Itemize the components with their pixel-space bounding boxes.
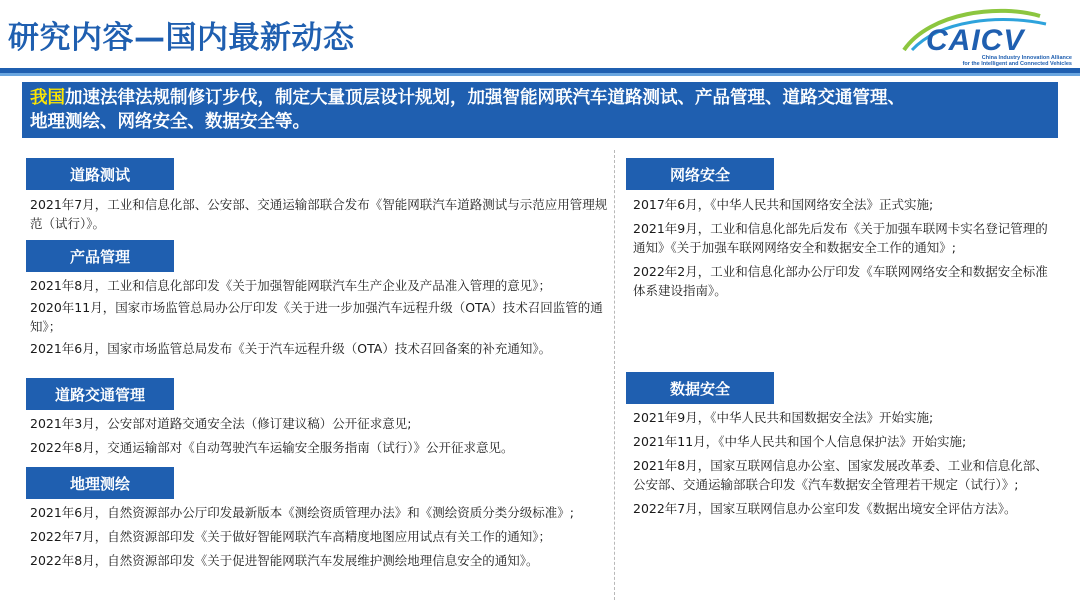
section-header-product-mgmt: 产品管理 <box>26 240 174 272</box>
list-item: 2021年7月，工业和信息化部、公安部、交通运输部联合发布《智能网联汽车道路测试与示范应用管理规范（试行）》。 <box>30 197 608 231</box>
list-item: 2021年6月，自然资源部办公厅印发最新版本《测绘资质管理办法》和《测绘资质分类分级标准》; <box>30 505 574 520</box>
caicv-logo-graphic <box>890 6 1080 56</box>
banner-line-2: 地理测绘、网络安全、数据安全等。 <box>30 112 310 132</box>
header-rule-accent <box>0 73 1080 76</box>
logo-text: CAICV <box>926 24 1025 56</box>
list-item: 2022年2月，工业和信息化部办公厅印发《车联网网络安全和数据安全标准体系建设指南》。 <box>633 264 1048 298</box>
section-header-data-security: 数据安全 <box>626 372 774 404</box>
list-item: 2021年6月，国家市场监管总局发布《关于汽车远程升级（OTA）技术召回备案的补充通知》。 <box>30 341 552 356</box>
banner-line-1 <box>30 86 1050 110</box>
list-item: 2021年9月，《中华人民共和国数据安全法》开始实施; <box>633 410 934 425</box>
list-item: 2021年3月，公安部对道路交通安全法（修订建议稿）公开征求意见; <box>30 416 412 431</box>
section-data-security-items <box>633 408 1058 518</box>
list-item: 2020年11月，国家市场监管总局办公厅印发《关于进一步加强汽车远程升级（OTA）技术召回监管的通知》； <box>30 300 603 334</box>
banner-highlight: 我国 <box>30 88 65 108</box>
list-item: 2017年6月，《中华人民共和国网络安全法》正式实施; <box>633 197 934 212</box>
list-item: 2021年9月，工业和信息化部先后发布《关于加强车联网卡实名登记管理的通知》《关于加强车联网网络安全和数据安全工作的通知》; <box>633 221 1048 255</box>
section-header-traffic-mgmt: 道路交通管理 <box>26 378 174 410</box>
list-item: 2021年8月，工业和信息化部印发《关于加强智能网联汽车生产企业及产品准入管理的意见》； <box>30 278 552 293</box>
summary-banner <box>22 82 1058 138</box>
section-road-test-items <box>30 195 615 233</box>
section-product-mgmt-items <box>30 276 615 358</box>
section-header-surveying: 地理测绘 <box>26 467 174 499</box>
logo-tagline-1: China Industry Innovation Alliance <box>981 55 1072 61</box>
logo-tagline-2: for the Intelligent and Connected Vehicles <box>962 61 1072 67</box>
list-item: 2022年7月，国家互联网信息办公室印发《数据出境安全评估方法》。 <box>633 501 1017 516</box>
page-title: 研究内容—国内最新动态 <box>8 20 355 56</box>
list-item: 2022年8月，交通运输部对《自动驾驶汽车运输安全服务指南（试行）》公开征求意见。 <box>30 440 514 455</box>
list-item: 2021年8月，国家互联网信息办公室、国家发展改革委、工业和信息化部、公安部、交通运输部联合印发《汽车数据安全管理若干规定（试行）》; <box>633 458 1048 492</box>
list-item: 2022年7月，自然资源部印发《关于做好智能网联汽车高精度地图应用试点有关工作的通知》； <box>30 529 552 544</box>
list-item: 2021年11月，《中华人民共和国个人信息保护法》开始实施; <box>633 434 967 449</box>
banner-line-1-text: 加速法律法规制修订步伐，制定大量顶层设计规划，加强智能网联汽车道路测试、产品管理、道路交通管理、 <box>65 88 905 108</box>
section-network-security-items <box>633 195 1058 300</box>
section-surveying-items <box>30 503 620 570</box>
section-header-road-test: 道路测试 <box>26 158 174 190</box>
caicv-logo <box>890 6 1080 68</box>
list-item: 2022年8月，自然资源部印发《关于促进智能网联汽车发展维护测绘地理信息安全的通知》。 <box>30 553 539 568</box>
section-header-network-security: 网络安全 <box>626 158 774 190</box>
section-traffic-mgmt-items <box>30 414 615 457</box>
